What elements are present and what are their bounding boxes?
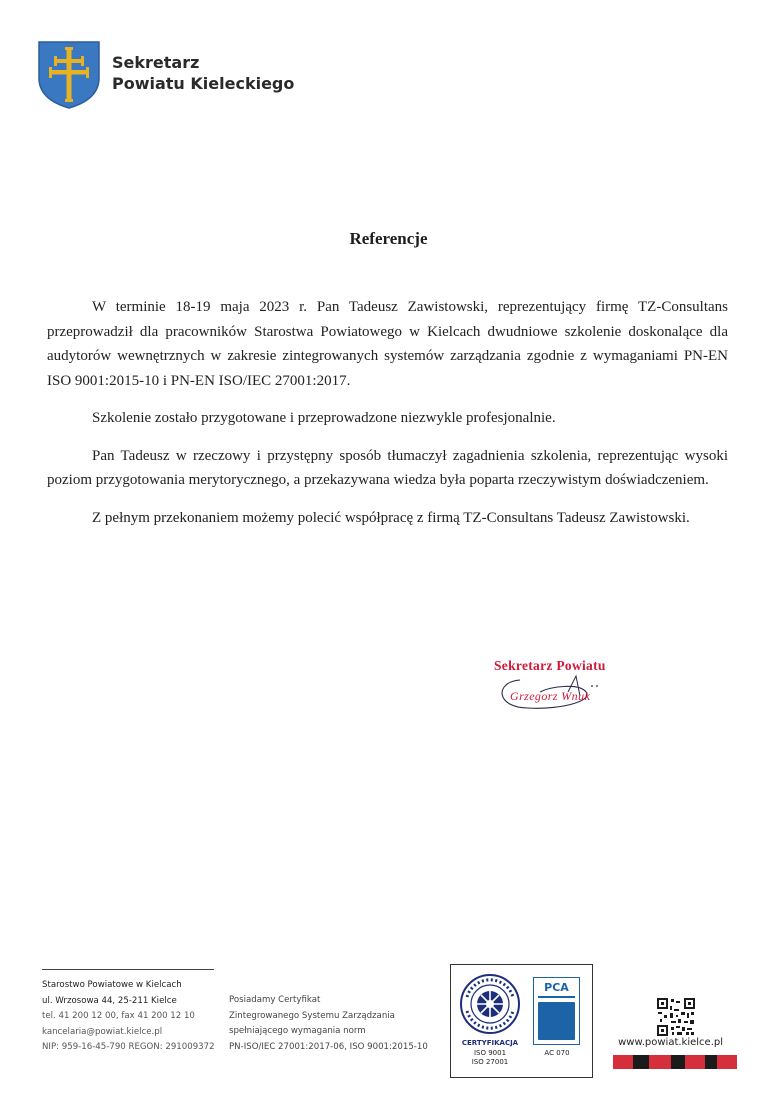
strip-segment: [613, 1055, 633, 1069]
stamp-title: Sekretarz Powiatu: [494, 658, 606, 673]
stamp-name: Grzegorz Wnuk: [510, 689, 591, 703]
office-name: Starostwo Powiatowe w Kielcach: [42, 980, 182, 990]
footer-divider: [42, 969, 214, 970]
official-stamp: [480, 656, 640, 712]
certification-badges: [450, 964, 593, 1078]
polish-register-certification-icon: [459, 973, 521, 1035]
paragraph-training-details: W terminie 18-19 maja 2023 r. Pan Tadeusz Zawistowski, reprezentujący firmę TZ-Consultans przeprowadził dla pracowników Starostwa Powiatowego w Kielcach dwudniowe szkolenie doskonalące dla audytorów wewnętrznych w zakresie zintegrowanych systemów zarządzania zgodnie z wymaganiami PN-EN ISO 9001:2015-10 i PN-EN ISO/IEC 27001:2017.: [47, 299, 728, 389]
certificate-line4: PN-ISO/IEC 27001:2017-06, ISO 9001:2015-10: [229, 1041, 428, 1052]
certificate-line3: spełniającego wymagania norm: [229, 1026, 366, 1036]
decorative-color-strip: [613, 1055, 737, 1069]
office-email: kancelaria@powiat.kielce.pl: [42, 1026, 163, 1037]
office-street: ul. Wrzosowa 44, 25-211 Kielce: [42, 995, 177, 1006]
office-ids: NIP: 959-16-45-790 REGON: 291009372: [42, 1042, 215, 1052]
organization-name-line1: Sekretarz: [112, 53, 200, 72]
letter-body: [47, 295, 728, 530]
office-phone: tel. 41 200 12 00, fax 41 200 12 10: [42, 1011, 195, 1021]
pl-cert-iso2: ISO 27001: [471, 1058, 509, 1066]
organization-name-line2: Powiatu Kieleckiego: [112, 74, 295, 93]
paragraph-trainer-quality: Pan Tadeusz w rzeczowy i przystępny sposób tłumaczył zagadnienia szkolenia, reprezentując wysoki poziom przygotowania merytorycznego, a przekazywana wiedza była poparta rzeczywistym doświadczeniem.: [47, 447, 728, 488]
certificate-line1: Posiadamy Certyfikat: [229, 995, 321, 1005]
strip-segment: [705, 1055, 717, 1069]
strip-segment: [649, 1055, 671, 1069]
pca-accreditation-icon: [533, 977, 580, 1045]
pl-cert-label: CERTYFIKACJA: [461, 1039, 519, 1047]
strip-segment: [671, 1055, 685, 1069]
organization-name: [112, 52, 372, 94]
coat-of-arms-icon: [37, 40, 101, 110]
qr-code-icon: [656, 997, 696, 1037]
strip-segment: [717, 1055, 737, 1069]
paragraph-preparation: Szkolenie zostało przygotowane i przeprowadzone niezwykle profesjonalnie.: [92, 410, 556, 426]
pca-panel: [538, 1002, 575, 1040]
pca-bar: [538, 996, 575, 998]
strip-segment: [685, 1055, 705, 1069]
pl-cert-iso1: ISO 9001: [473, 1049, 507, 1057]
strip-segment: [633, 1055, 649, 1069]
document-title: Referencje: [349, 229, 428, 248]
footer-certificate-note: [229, 993, 449, 1055]
website-url: www.powiat.kielce.pl: [618, 1037, 723, 1048]
paragraph-recommendation: Z pełnym przekonaniem możemy polecić współpracę z firmą TZ-Consultans Tadeusz Zawistowski.: [92, 509, 690, 526]
certificate-line2: Zintegrowanego Systemu Zarządzania: [229, 1010, 395, 1021]
footer-address: [42, 978, 232, 1056]
pca-name: PCA: [544, 981, 569, 994]
pca-code: AC 070: [544, 1049, 570, 1057]
